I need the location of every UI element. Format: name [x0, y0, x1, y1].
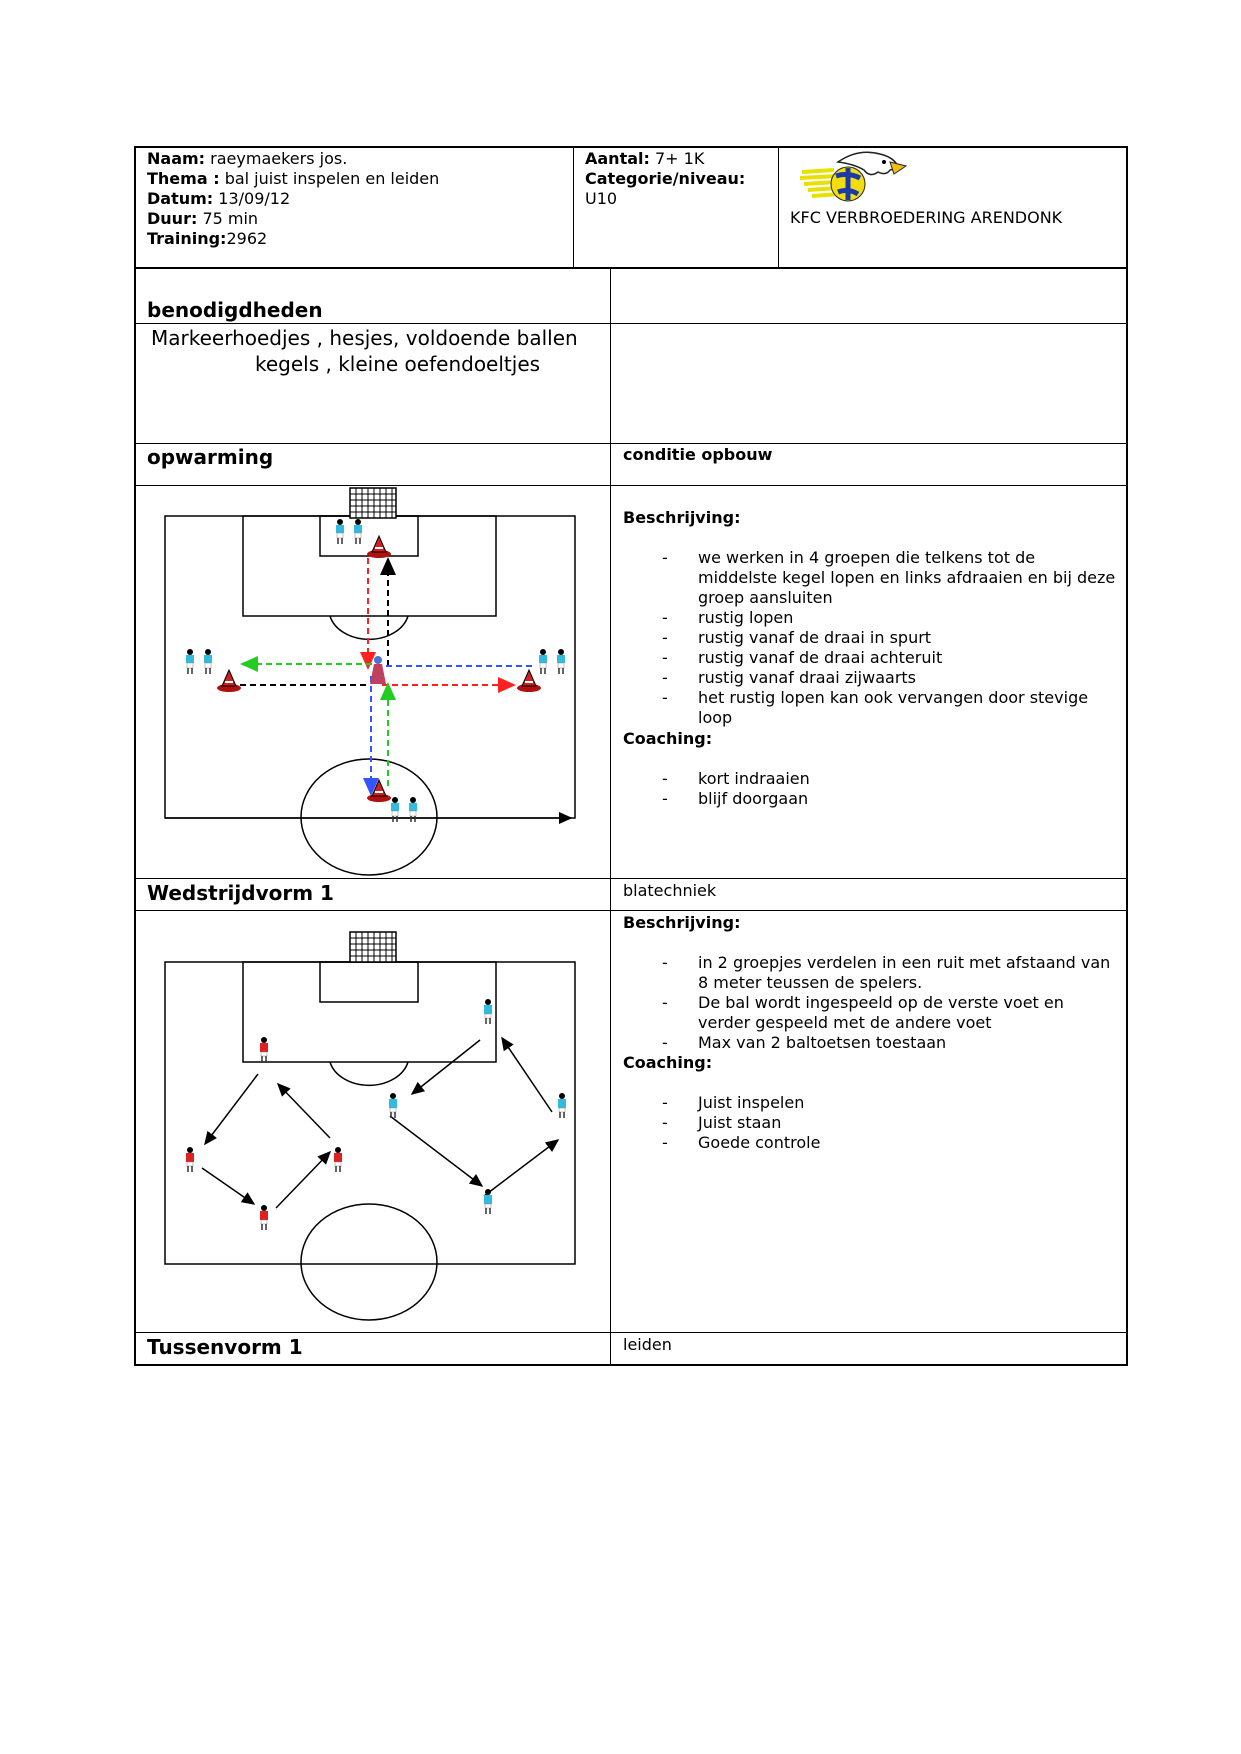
wedstrijdvorm-subtitle: blatechniek [623, 881, 717, 900]
player-red [334, 1147, 342, 1172]
wedstrijdvorm-coaching-label: Coaching: [623, 1053, 713, 1072]
cone-top [367, 536, 391, 558]
wedstrijdvorm-beschrijving-list [624, 953, 1118, 1053]
categorie-label: Categorie/niveau: [585, 169, 746, 188]
divider [134, 267, 1127, 269]
goal-area [320, 516, 418, 556]
naam-value: raeymaekers jos. [210, 149, 348, 168]
datum-row [147, 189, 290, 209]
penalty-arc [330, 1062, 408, 1085]
opwarming-pitch-diagram [150, 486, 600, 876]
player-blue [186, 649, 194, 674]
cone-right [517, 670, 541, 692]
player-red [186, 1147, 194, 1172]
goal-net [350, 488, 396, 518]
pitch-outline [165, 516, 575, 818]
opwarming-coaching-list [624, 769, 1118, 809]
player-blue [558, 1093, 566, 1118]
pass-arrow [202, 1168, 254, 1204]
list-item: - rustig vanaf de draai achteruit [624, 648, 1118, 668]
list-item: - het rustig lopen kan ook vervangen door stevige loop [624, 688, 1118, 728]
list-item: - rustig vanaf de draai in spurt [624, 628, 1118, 648]
thema-label: Thema : [147, 169, 220, 188]
opwarming-subtitle: conditie opbouw [623, 445, 773, 464]
list-item: - De bal wordt ingespeeld op de verste voet en verder gespeeld met de andere voet [624, 993, 1118, 1033]
opwarming-coaching-label: Coaching: [623, 729, 713, 748]
logo-eagle-eye [882, 160, 886, 164]
penalty-area [243, 962, 496, 1062]
divider [134, 443, 1127, 444]
categorie-value: U10 [585, 189, 618, 208]
benodigdheden-line-2: kegels , kleine oefendoeltjes [255, 352, 541, 376]
aantal-row [585, 149, 704, 169]
opwarming-beschrijving-label: Beschrijving: [623, 508, 741, 527]
divider [134, 910, 1127, 911]
opwarming-beschrijving-list [624, 548, 1118, 728]
logo-eagle-beak [890, 162, 906, 174]
naam-label: Naam: [147, 149, 206, 168]
training-value: 2962 [226, 229, 268, 248]
player-red [260, 1037, 268, 1062]
thema-value: bal juist inspelen en leiden [224, 169, 440, 188]
table-border-top [134, 146, 1127, 148]
divider [134, 1332, 1127, 1333]
list-item: - Max van 2 baltoetsen toestaan [624, 1033, 1118, 1053]
pitch-outline [165, 962, 575, 1264]
list-item: - kort indraaien [624, 769, 1118, 789]
list-item: - in 2 groepjes verdelen in een ruit met afstaand van 8 meter teussen de spelers. [624, 953, 1118, 993]
tussenvorm-subtitle: leiden [623, 1335, 672, 1354]
goal-area [320, 962, 418, 1002]
naam-row [147, 149, 347, 169]
club-name: KFC VERBROEDERING ARENDONK [790, 208, 1063, 227]
duur-label: Duur: [147, 209, 198, 228]
pass-arrow [502, 1038, 552, 1112]
pass-arrow [484, 1140, 558, 1196]
pass-arrow [205, 1074, 258, 1144]
center-circle [301, 759, 437, 875]
pass-arrow [276, 1152, 330, 1208]
goal-net [350, 932, 396, 962]
list-item: - Juist inspelen [624, 1093, 1118, 1113]
wedstrijdvorm-title: Wedstrijdvorm 1 [147, 881, 334, 905]
wedstrijdvorm-beschrijving-label: Beschrijving: [623, 913, 741, 932]
table-border-left [134, 146, 136, 1366]
table-border-right [1126, 146, 1128, 1366]
datum-value: 13/09/12 [218, 189, 291, 208]
datum-label: Datum: [147, 189, 214, 208]
player-blue [539, 649, 547, 674]
wedstrijdvorm-coaching-list [624, 1093, 1118, 1153]
divider [610, 268, 611, 1365]
club-logo [798, 148, 908, 206]
divider [573, 146, 574, 268]
player-blue [204, 649, 212, 674]
pass-arrow [390, 1116, 482, 1186]
list-item: - blijf doorgaan [624, 789, 1118, 809]
player-blue [484, 1189, 492, 1214]
benodigdheden-line-1: Markeerhoedjes , hesjes, voldoende ballen [151, 326, 578, 350]
list-item: - Goede controle [624, 1133, 1118, 1153]
benodigdheden-title: benodigdheden [147, 298, 323, 322]
divider [778, 146, 779, 268]
aantal-label: Aantal: [585, 149, 650, 168]
opwarming-title: opwarming [147, 445, 274, 469]
duur-row [147, 209, 258, 229]
player-blue [389, 1093, 397, 1118]
table-border-bottom [134, 1364, 1127, 1366]
player-blue [484, 999, 492, 1024]
aantal-value: 7+ 1K [655, 149, 705, 168]
player-blue [336, 519, 344, 544]
list-item: - Juist staan [624, 1113, 1118, 1133]
divider [134, 878, 1127, 879]
penalty-area [243, 516, 496, 616]
thema-row [147, 169, 439, 189]
player-blue [354, 519, 362, 544]
center-circle [301, 1204, 437, 1320]
player-blue [557, 649, 565, 674]
list-item: - rustig lopen [624, 608, 1118, 628]
pass-arrow [412, 1040, 480, 1094]
pass-arrow [278, 1084, 330, 1138]
wedstrijdvorm-pitch-diagram [150, 928, 600, 1328]
training-label: Training: [147, 229, 227, 248]
duur-value: 75 min [202, 209, 259, 228]
list-item: - rustig vanaf draai zijwaarts [624, 668, 1118, 688]
training-row [147, 229, 267, 249]
player-red [260, 1205, 268, 1230]
tussenvorm-title: Tussenvorm 1 [147, 1335, 303, 1359]
divider [134, 323, 1127, 324]
list-item: - we werken in 4 groepen die telkens tot de middelste kegel lopen en links afdraaien en bij deze groep aansluiten [624, 548, 1118, 608]
cone-center [370, 656, 386, 684]
cone-left [217, 670, 241, 692]
